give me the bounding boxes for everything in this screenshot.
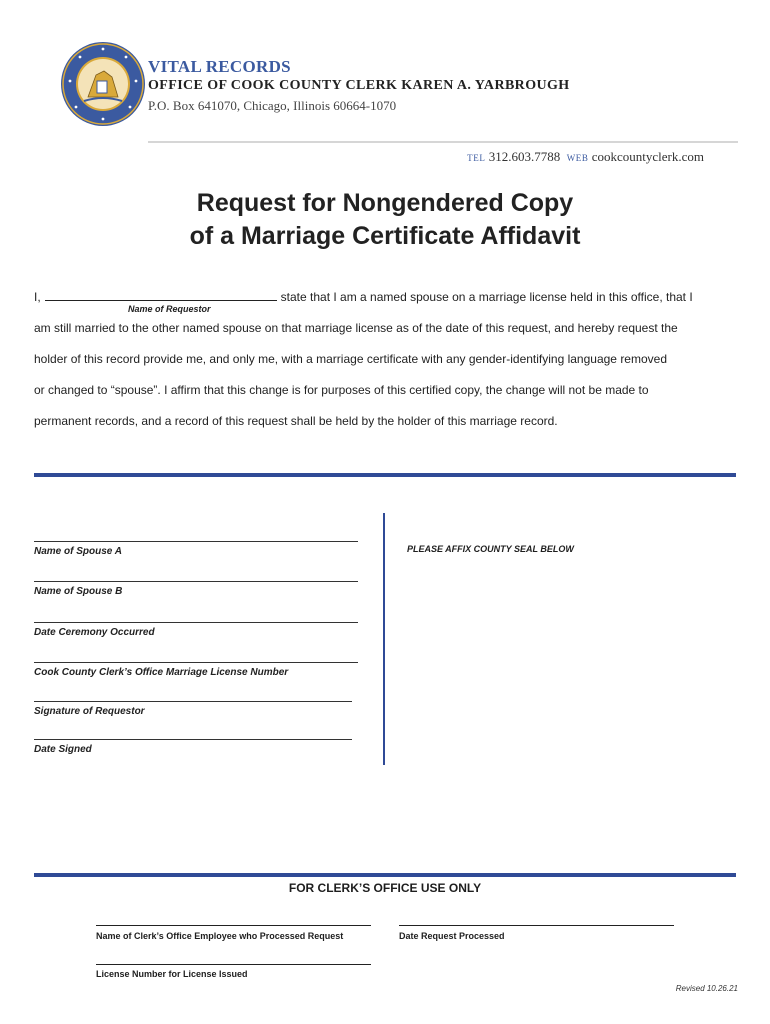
revision-date: Revised 10.26.21 bbox=[675, 984, 738, 993]
web-label: WEB bbox=[566, 153, 589, 163]
date-processed-label: Date Request Processed bbox=[399, 931, 505, 941]
affidavit-line-1 bbox=[34, 289, 693, 304]
affidavit-line-5: permanent records, and a record of this request shall be held by the holder of this marriage record. bbox=[34, 414, 558, 428]
cook-county-seal-icon bbox=[60, 41, 146, 127]
tel-number: 312.603.7788 bbox=[488, 149, 561, 164]
page-title bbox=[100, 187, 670, 253]
office-name: OFFICE OF COOK COUNTY CLERK KAREN A. YARBROUGH bbox=[148, 78, 570, 93]
section-divider-top bbox=[34, 473, 736, 477]
signature-label: Signature of Requestor bbox=[34, 706, 145, 717]
seal-instruction: PLEASE AFFIX COUNTY SEAL BELOW bbox=[407, 544, 574, 554]
signature-field[interactable] bbox=[34, 701, 352, 702]
title-line-2: of a Marriage Certificate Affidavit bbox=[189, 222, 581, 250]
date-processed-field[interactable] bbox=[399, 925, 674, 926]
license-issued-label: License Number for License Issued bbox=[96, 969, 248, 979]
affidavit-line-2: am still married to the other named spouse on that marriage license as of the date of this request, and hereby request the bbox=[34, 321, 678, 335]
spouse-b-field[interactable] bbox=[34, 581, 358, 582]
web-address[interactable]: cookcountyclerk.com bbox=[591, 149, 704, 164]
date-ceremony-label: Date Ceremony Occurred bbox=[34, 627, 155, 638]
affidavit-prefix: I, bbox=[34, 290, 41, 304]
spouse-a-label: Name of Spouse A bbox=[34, 546, 122, 557]
vital-records-heading: VITAL RECORDS bbox=[148, 57, 291, 76]
affidavit-line-3: holder of this record provide me, and only me, with a marriage certificate with any gender-identifying language removed bbox=[34, 352, 667, 366]
license-number-label: Cook County Clerk’s Office Marriage License Number bbox=[34, 667, 289, 678]
requestor-name-field[interactable] bbox=[45, 289, 277, 301]
column-divider bbox=[383, 513, 385, 765]
clerk-section-title: FOR CLERK’S OFFICE USE ONLY bbox=[288, 881, 482, 895]
affidavit-line-4: or changed to “spouse”. I affirm that this change is for purposes of this certified copy, the change will not be made to bbox=[34, 383, 649, 397]
title-line-1: Request for Nongendered Copy bbox=[196, 189, 574, 217]
tel-label: TEL bbox=[467, 153, 486, 163]
date-signed-label: Date Signed bbox=[34, 744, 92, 755]
contact-info bbox=[467, 149, 704, 165]
clerk-employee-field[interactable] bbox=[96, 925, 371, 926]
license-issued-field[interactable] bbox=[96, 964, 371, 965]
clerk-employee-label: Name of Clerk’s Office Employee who Processed Request bbox=[96, 931, 344, 941]
office-address: P.O. Box 641070, Chicago, Illinois 60664-1070 bbox=[148, 98, 397, 113]
requestor-name-label: Name of Requestor bbox=[128, 304, 211, 314]
section-divider-bottom bbox=[34, 873, 736, 877]
header-divider bbox=[148, 141, 738, 143]
affidavit-line-1-text: state that I am a named spouse on a marriage license held in this office, that I bbox=[280, 290, 693, 304]
date-signed-field[interactable] bbox=[34, 739, 352, 740]
license-number-field[interactable] bbox=[34, 662, 358, 663]
spouse-a-field[interactable] bbox=[34, 541, 358, 542]
date-ceremony-field[interactable] bbox=[34, 622, 358, 623]
spouse-b-label: Name of Spouse B bbox=[34, 586, 123, 597]
